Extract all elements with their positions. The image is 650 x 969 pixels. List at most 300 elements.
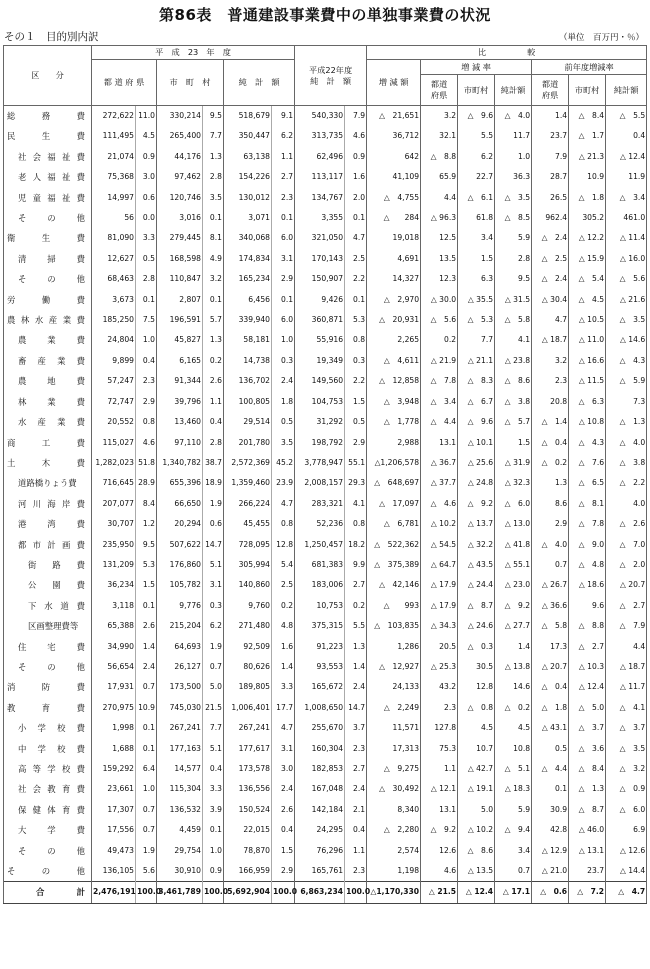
cell-value: △ 21.0 (532, 861, 569, 882)
cell-value: 3.2 (203, 269, 224, 289)
cell-value: 962.4 (532, 208, 569, 228)
cell-value: 6.3 (458, 269, 495, 289)
cell-value: 5.5 (458, 126, 495, 146)
cell-value: 4.7 (272, 494, 295, 514)
cell-value: △ 8.8 (421, 147, 458, 167)
row-label: 都市計画費 (4, 535, 92, 555)
cell-value: 11.7 (495, 126, 532, 146)
cell-value: 26,127 (157, 657, 203, 677)
cell-value: △ 16.6 (569, 351, 606, 371)
cell-value: 23.7 (569, 861, 606, 882)
cell-value: 0.4 (272, 820, 295, 840)
cell-value: 9.5 (495, 269, 532, 289)
cell-value: 6,456 (224, 290, 272, 310)
cell-value: △ 18.7 (606, 657, 647, 677)
cell-value: 0.7 (136, 677, 157, 697)
cell-value: 168,598 (157, 249, 203, 269)
cell-value: △ 4,755 (367, 188, 421, 208)
cell-value: △ 5.8 (495, 310, 532, 330)
cell-value: △ 13.5 (458, 861, 495, 882)
table-row (4, 841, 647, 861)
cell-value: △ 42,146 (367, 575, 421, 595)
cell-value: 75.3 (421, 739, 458, 759)
cell-value: △ 25.3 (421, 657, 458, 677)
cell-value: △ 1.8 (532, 698, 569, 718)
cell-value: 29,514 (224, 412, 272, 432)
cell-value: △ 0.2 (532, 453, 569, 473)
cell-value: 1.1 (203, 392, 224, 412)
cell-value: 7.7 (203, 718, 224, 738)
cell-value: 8,340 (367, 800, 421, 820)
cell-value: 36,234 (92, 575, 136, 595)
cell-value: △ 11.4 (606, 228, 647, 248)
cell-value: 0.7 (203, 657, 224, 677)
cell-value: 4.0 (606, 494, 647, 514)
cell-value: △ 3.5 (495, 188, 532, 208)
cell-value: 1.0 (495, 147, 532, 167)
table-row (4, 269, 647, 289)
row-label: 農業費 (4, 330, 92, 350)
cell-value: 22,015 (224, 820, 272, 840)
cell-value: △ 648,697 (367, 473, 421, 493)
row-label: 小学校費 (4, 718, 92, 738)
cell-value: 1.3 (203, 330, 224, 350)
header-rate-muni: 市町村 (458, 75, 495, 106)
cell-value: △ 9,275 (367, 759, 421, 779)
cell-value: △ 3.4 (606, 188, 647, 208)
cell-value: △ 1.8 (569, 188, 606, 208)
cell-value: △ 5.6 (606, 269, 647, 289)
cell-value: 270,975 (92, 698, 136, 718)
cell-value: 1.3 (345, 637, 367, 657)
cell-value: 507,622 (157, 535, 203, 555)
cell-value: △ 4.7 (606, 882, 647, 903)
cell-value: 267,241 (157, 718, 203, 738)
cell-value: 267,241 (224, 718, 272, 738)
expenditure-table (3, 45, 647, 904)
cell-value: 136,556 (224, 779, 272, 799)
row-label: 合計 (4, 882, 92, 903)
header-change-rate: 増 減 率 (421, 60, 532, 75)
cell-value: 1,008,650 (295, 698, 345, 718)
cell-value: △ 993 (367, 596, 421, 616)
cell-value: △ 3.4 (421, 392, 458, 412)
table-row (4, 555, 647, 575)
cell-value: 1.4 (272, 657, 295, 677)
cell-value: 1,340,782 (157, 453, 203, 473)
row-label: 老人福祉費 (4, 167, 92, 187)
cell-value: △ 375,389 (367, 555, 421, 575)
cell-value: 0.1 (345, 290, 367, 310)
cell-value: 4.7 (532, 310, 569, 330)
cell-value: 29,754 (157, 841, 203, 861)
cell-value: 100.0 (203, 882, 224, 903)
cell-value: △ 10.1 (458, 433, 495, 453)
cell-value: △ 1,778 (367, 412, 421, 432)
cell-value: 1.0 (136, 779, 157, 799)
cell-value: 0.6 (136, 188, 157, 208)
cell-value: △ 21.3 (569, 147, 606, 167)
row-label: 下水道費 (4, 596, 92, 616)
cell-value: 111,495 (92, 126, 136, 146)
row-label: 労働費 (4, 290, 92, 310)
header-prev-net: 純計額 (606, 75, 647, 106)
cell-value: △ 3.5 (606, 310, 647, 330)
cell-value: 3.0 (136, 167, 157, 187)
cell-value: 115,304 (157, 779, 203, 799)
cell-value: △ 20.7 (606, 575, 647, 595)
cell-value: 518,679 (224, 106, 272, 127)
cell-value: 6.4 (136, 759, 157, 779)
cell-value: 9.5 (203, 106, 224, 127)
cell-value: 80,626 (224, 657, 272, 677)
cell-value: 130,012 (224, 188, 272, 208)
cell-value: △ 8.8 (569, 616, 606, 636)
cell-value: 97,462 (157, 167, 203, 187)
cell-value: 0.8 (136, 412, 157, 432)
cell-value: 2.5 (272, 575, 295, 595)
cell-value: 5.3 (345, 310, 367, 330)
cell-value: 31,292 (295, 412, 345, 432)
row-label: 中学校費 (4, 739, 92, 759)
cell-value: △ 34.3 (421, 616, 458, 636)
cell-value: △ 21.1 (458, 351, 495, 371)
cell-value: 7.7 (458, 330, 495, 350)
cell-value: 17,313 (367, 739, 421, 759)
cell-value: △ 17.1 (495, 882, 532, 903)
cell-value: 0.8 (272, 514, 295, 534)
cell-value: 0.1 (272, 290, 295, 310)
cell-value: △ 10.2 (421, 514, 458, 534)
cell-value: 0.9 (345, 147, 367, 167)
cell-value: 4.4 (606, 637, 647, 657)
cell-value: △ 4.4 (421, 412, 458, 432)
cell-value: △ 14.4 (606, 861, 647, 882)
cell-value: 21,074 (92, 147, 136, 167)
cell-value: 17,556 (92, 820, 136, 840)
cell-value: 57,247 (92, 371, 136, 391)
header-h23: 平 成 23 年 度 (92, 46, 295, 60)
cell-value: 2.3 (345, 861, 367, 882)
cell-value: 1.3 (203, 147, 224, 167)
cell-value: 3.7 (345, 718, 367, 738)
cell-value: 3.3 (136, 228, 157, 248)
cell-value: 30,707 (92, 514, 136, 534)
row-label: 社会教育費 (4, 779, 92, 799)
cell-value: 5.0 (203, 677, 224, 697)
cell-value: 51.8 (136, 453, 157, 473)
row-label: 教育費 (4, 698, 92, 718)
cell-value: 4.7 (272, 718, 295, 738)
cell-value: 3.1 (203, 575, 224, 595)
cell-value: 0.2 (421, 330, 458, 350)
row-label: 衛生費 (4, 228, 92, 248)
cell-value: 0.2 (203, 351, 224, 371)
cell-value: 0.4 (136, 351, 157, 371)
cell-value: △ 4.0 (532, 535, 569, 555)
cell-value: △ 10.8 (569, 412, 606, 432)
cell-value: 0.5 (345, 412, 367, 432)
cell-value: △ 55.1 (495, 555, 532, 575)
cell-value: 55,916 (295, 330, 345, 350)
table-row (4, 514, 647, 534)
cell-value: 14.6 (495, 677, 532, 697)
cell-value: △ 2.0 (606, 555, 647, 575)
cell-value: △ 5.8 (532, 616, 569, 636)
cell-value: 142,184 (295, 800, 345, 820)
cell-value: 32.1 (421, 126, 458, 146)
cell-value: △ 0.4 (532, 433, 569, 453)
row-label: 清掃費 (4, 249, 92, 269)
cell-value: 3.5 (272, 433, 295, 453)
table-row (4, 637, 647, 657)
cell-value: 9,760 (224, 596, 272, 616)
cell-value: △ 20.7 (532, 657, 569, 677)
cell-value: 2.7 (345, 575, 367, 595)
cell-value: 461.0 (606, 208, 647, 228)
cell-value: 0.1 (136, 290, 157, 310)
cell-value: 2.8 (203, 433, 224, 453)
cell-value: 12.8 (458, 677, 495, 697)
cell-value: △ 2.5 (532, 249, 569, 269)
cell-value: 0.1 (532, 779, 569, 799)
cell-value: 1.4 (136, 637, 157, 657)
cell-value: △ 32.3 (495, 473, 532, 493)
row-label: 公園費 (4, 575, 92, 595)
cell-value: 10,753 (295, 596, 345, 616)
cell-value: △ 32.2 (458, 535, 495, 555)
cell-value: 305.2 (569, 208, 606, 228)
cell-value: 45,455 (224, 514, 272, 534)
cell-value: 2.8 (136, 269, 157, 289)
header-h22: 平成22年度 純 計 額 (295, 46, 367, 106)
cell-value: 30.9 (532, 800, 569, 820)
cell-value: 1.5 (458, 249, 495, 269)
cell-value: △ 12.6 (606, 841, 647, 861)
cell-value: 18.9 (203, 473, 224, 493)
cell-value: 5.3 (136, 555, 157, 575)
cell-value: 2.4 (345, 677, 367, 697)
cell-value: 5.1 (203, 739, 224, 759)
cell-value: 2.6 (203, 371, 224, 391)
cell-value: △ 7.6 (569, 453, 606, 473)
cell-value: 41,109 (367, 167, 421, 187)
cell-value: △ 26.7 (532, 575, 569, 595)
header-category: 区 分 (4, 46, 92, 106)
cell-value: 52,236 (295, 514, 345, 534)
cell-value: 183,006 (295, 575, 345, 595)
cell-value: 1.6 (272, 637, 295, 657)
cell-value: 173,578 (224, 759, 272, 779)
row-label: 商工費 (4, 433, 92, 453)
cell-value: 22.7 (458, 167, 495, 187)
header-rate-net: 純計額 (495, 75, 532, 106)
cell-value: 1.5 (136, 575, 157, 595)
cell-value: 0.5 (532, 739, 569, 759)
cell-value: △ 9.6 (458, 106, 495, 127)
cell-value: 110,847 (157, 269, 203, 289)
cell-value: 1,282,023 (92, 453, 136, 473)
cell-value: 1,286 (367, 637, 421, 657)
cell-value: △ 522,362 (367, 535, 421, 555)
cell-value: △ 8.7 (458, 596, 495, 616)
cell-value: △ 4,611 (367, 351, 421, 371)
cell-value: 5.1 (203, 555, 224, 575)
cell-value: △ 2.7 (606, 596, 647, 616)
cell-value: △ 0.9 (606, 779, 647, 799)
cell-value: △ 8.4 (569, 759, 606, 779)
table-row (4, 473, 647, 493)
cell-value: 56 (92, 208, 136, 228)
cell-value: △ 3.8 (495, 392, 532, 412)
table-row (4, 759, 647, 779)
cell-value: 17.7 (272, 698, 295, 718)
cell-value: △ 3,948 (367, 392, 421, 412)
cell-value: △ 12.9 (532, 841, 569, 861)
cell-value: 360,871 (295, 310, 345, 330)
cell-value: 0.1 (272, 208, 295, 228)
cell-value: 1.4 (532, 106, 569, 127)
cell-value: 65.9 (421, 167, 458, 187)
cell-value: 43.2 (421, 677, 458, 697)
cell-value: 681,383 (295, 555, 345, 575)
table-row (4, 657, 647, 677)
cell-value: 24,295 (295, 820, 345, 840)
cell-value: 3,778,947 (295, 453, 345, 473)
cell-value: △ 5.7 (495, 412, 532, 432)
cell-value: 38.7 (203, 453, 224, 473)
cell-value: 75,368 (92, 167, 136, 187)
cell-value: 1.0 (272, 330, 295, 350)
cell-value: 14,327 (367, 269, 421, 289)
cell-value: 0.1 (345, 208, 367, 228)
cell-value: 1.9 (203, 637, 224, 657)
cell-value: △ 8.6 (458, 841, 495, 861)
cell-value: 0.7 (495, 861, 532, 882)
cell-value: 24,133 (367, 677, 421, 697)
cell-value: 0.2 (272, 596, 295, 616)
cell-value: △ 8.5 (495, 208, 532, 228)
cell-value: 136,532 (157, 800, 203, 820)
cell-value: 149,560 (295, 371, 345, 391)
table-row (4, 188, 647, 208)
cell-value: 350,447 (224, 126, 272, 146)
cell-value: 0.4 (203, 412, 224, 432)
cell-value: 104,753 (295, 392, 345, 412)
cell-value: 1.5 (345, 392, 367, 412)
cell-value: △ 16.0 (606, 249, 647, 269)
cell-value: △ 15.9 (569, 249, 606, 269)
cell-value: △ 12.4 (458, 882, 495, 903)
cell-value: 0.4 (203, 759, 224, 779)
row-label: 総務費 (4, 106, 92, 127)
cell-value: △ 8.7 (569, 800, 606, 820)
cell-value: 2.2 (345, 371, 367, 391)
cell-value: △ 43.5 (458, 555, 495, 575)
cell-value: △ 284 (367, 208, 421, 228)
cell-value: △ 2.2 (606, 473, 647, 493)
cell-value: 2.4 (272, 779, 295, 799)
row-label: 民生費 (4, 126, 92, 146)
cell-value: △ 18.7 (532, 330, 569, 350)
cell-value: 24,804 (92, 330, 136, 350)
cell-value: △ 4.3 (569, 433, 606, 453)
cell-value: △ 30.4 (532, 290, 569, 310)
cell-value: 5.9 (495, 800, 532, 820)
cell-value: 2.7 (272, 167, 295, 187)
cell-value: △ 5.4 (569, 269, 606, 289)
cell-value: △ 13.8 (495, 657, 532, 677)
cell-value: 26.5 (532, 188, 569, 208)
cell-value: 28.9 (136, 473, 157, 493)
cell-value: 30.5 (458, 657, 495, 677)
cell-value: △ 5.9 (606, 371, 647, 391)
cell-value: △ 7.0 (606, 535, 647, 555)
cell-value: 1,198 (367, 861, 421, 882)
cell-value: △ 13.7 (458, 514, 495, 534)
cell-value: △ 12,927 (367, 657, 421, 677)
cell-value: 39,796 (157, 392, 203, 412)
cell-value: 2.2 (345, 269, 367, 289)
cell-value: △ 2,249 (367, 698, 421, 718)
cell-value: 100.0 (136, 882, 157, 903)
table-row (4, 371, 647, 391)
cell-value: 2.1 (345, 800, 367, 820)
cell-value: 3,118 (92, 596, 136, 616)
cell-value: △ 103,835 (367, 616, 421, 636)
cell-value: 2.4 (272, 371, 295, 391)
cell-value: 66,650 (157, 494, 203, 514)
table-subtitle: その１ 目的別内訳 (4, 31, 99, 43)
cell-value: 2.4 (345, 779, 367, 799)
cell-value: △ 0.2 (495, 698, 532, 718)
cell-value: 1.5 (495, 433, 532, 453)
cell-value: 0.3 (203, 596, 224, 616)
cell-value: 3.4 (495, 841, 532, 861)
cell-value: 4.4 (421, 188, 458, 208)
cell-value: 0.4 (606, 126, 647, 146)
cell-value: 265,400 (157, 126, 203, 146)
cell-value: 7.9 (345, 106, 367, 127)
header-prefecture: 都 道 府 県 (92, 60, 157, 106)
cell-value: 81,090 (92, 228, 136, 248)
cell-value: △ 14.6 (606, 330, 647, 350)
cell-value: △ 11.5 (569, 371, 606, 391)
cell-value: 11,571 (367, 718, 421, 738)
cell-value: 100.0 (345, 882, 367, 903)
cell-value: 2.4 (136, 657, 157, 677)
cell-value: 3,071 (224, 208, 272, 228)
cell-value: △ 2,280 (367, 820, 421, 840)
cell-value: △ 8.1 (569, 494, 606, 514)
header-prev-pref: 都道 府県 (532, 75, 569, 106)
cell-value: 5.9 (495, 228, 532, 248)
cell-value: 1.2 (136, 514, 157, 534)
cell-value: 272,622 (92, 106, 136, 127)
cell-value: 182,853 (295, 759, 345, 779)
cell-value: △ 9.4 (495, 820, 532, 840)
cell-value: 23.7 (532, 126, 569, 146)
header-rate-pref: 都道 府県 (421, 75, 458, 106)
cell-value: 17,931 (92, 677, 136, 697)
cell-value: 2.9 (532, 514, 569, 534)
cell-value: △ 2.6 (606, 514, 647, 534)
cell-value: 2.6 (272, 800, 295, 820)
row-label: 農地費 (4, 371, 92, 391)
table-row (4, 596, 647, 616)
cell-value: 340,068 (224, 228, 272, 248)
cell-value: △ 13.0 (495, 514, 532, 534)
